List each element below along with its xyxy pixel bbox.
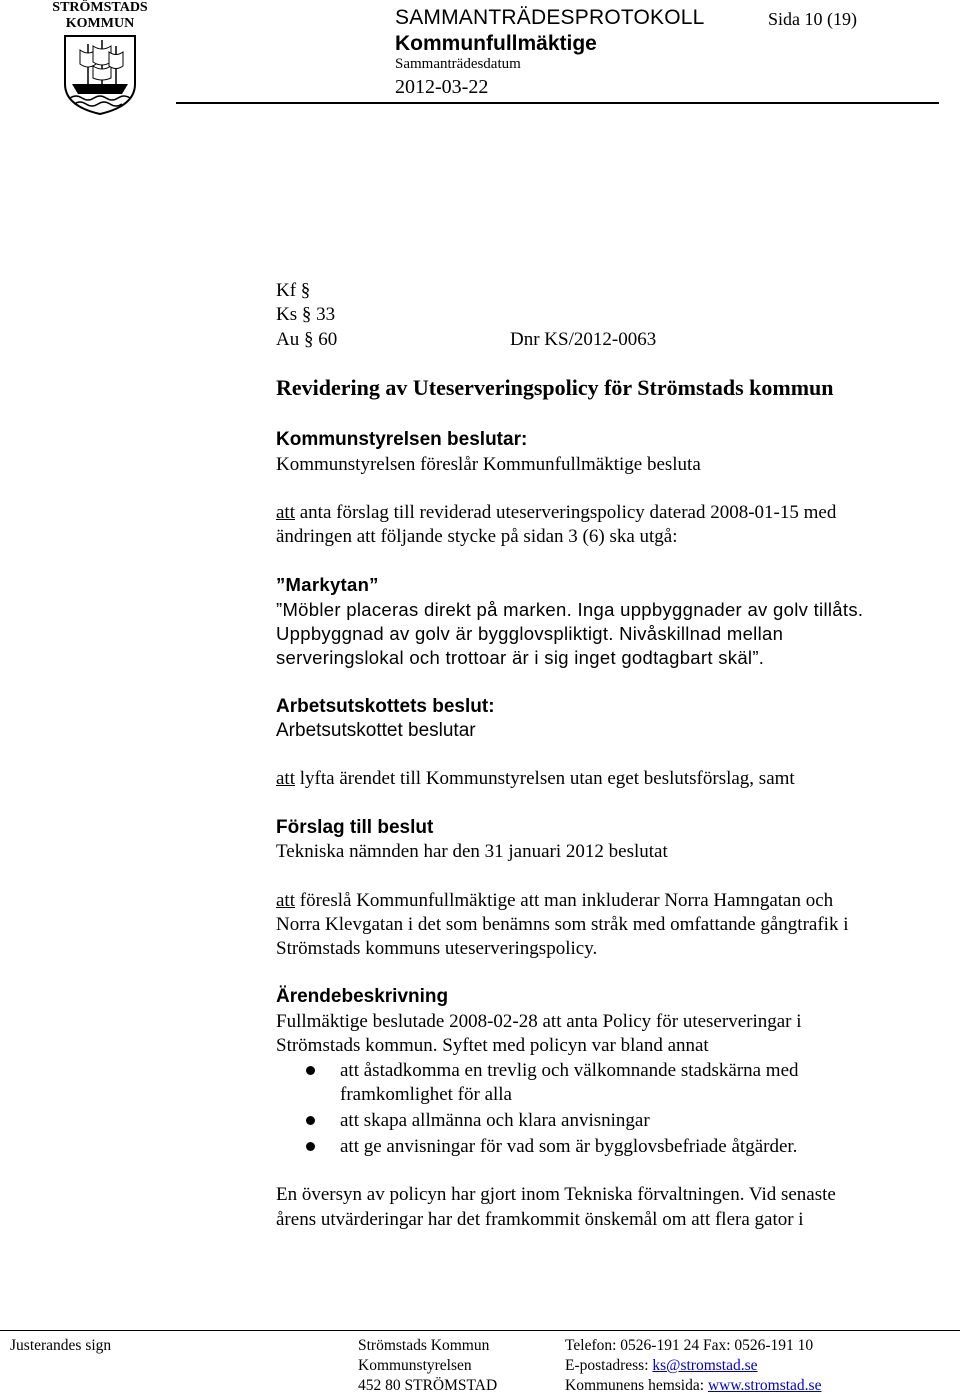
bullet-icon [306,1116,315,1125]
header-divider [176,102,939,104]
description-line-2: Strömstads kommun. Syftet med policyn var bland annat [276,1035,709,1056]
att-keyword: att [276,890,295,911]
committee-name: Kommunfullmäktige [395,32,597,55]
footer-address: 452 80 STRÖMSTAD [358,1377,498,1394]
ks-decision-paragraph-line2: ändringen att följande stycke på sidan 3 (6) ska utgå: [276,526,678,547]
document-type-title: SAMMANTRÄDESPROTOKOLL [395,6,705,29]
footer-department: Kommunstyrelsen [358,1357,472,1374]
quoted-line-3: serveringslokal och trottoar är i sig inget godtagbart skäl”. [276,647,765,668]
proposal-paragraph-line2: Norra Klevgatan i det som benämns som stråk med omfattande gångtrafik i [276,914,849,935]
ship-coat-of-arms-icon [62,34,138,116]
ref-ks: Ks § 33 [276,304,336,325]
meeting-date: 2012-03-22 [395,76,489,98]
proposal-paragraph-line3: Strömstads kommuns uteserveringspolicy. [276,938,598,959]
footer-phone-fax: Telefon: 0526-191 24 Fax: 0526-191 10 [565,1337,814,1354]
description-end-line-1: En översyn av policyn har gjort inom Tekniska förvaltningen. Vid senaste [276,1184,836,1205]
description-heading: Ärendebeskrivning [276,986,449,1007]
au-decision-line: Arbetsutskottet beslutar [276,720,476,741]
au-decision-paragraph: att lyfta ärendet till Kommunstyrelsen utan eget beslutsförslag, samt [276,768,795,789]
ks-decision-heading: Kommunstyrelsen beslutar: [276,429,528,450]
website-link[interactable]: www.stromstad.se [707,1377,822,1394]
ref-au: Au § 60 [276,329,338,350]
description-line-1: Fullmäktige beslutade 2008-02-28 att anta Policy för uteserveringar i [276,1011,802,1032]
footer-divider [0,1330,960,1331]
au-decision-heading: Arbetsutskottets beslut: [276,696,495,717]
quoted-heading: ”Markytan” [276,574,379,595]
proposal-line: Tekniska nämnden har den 31 januari 2012 beslutat [276,841,668,862]
signature-label: Justerandes sign [10,1337,112,1354]
proposal-heading: Förslag till beslut [276,817,434,838]
org-name-line1: STRÖMSTADS [52,0,148,15]
description-end-line-2: årens utvärderingar har det framkommit önskemål om att flera gator i [276,1209,804,1230]
bullet-item-1: att åstadkomma en trevlig och välkomnande stadskärna med [340,1060,799,1081]
att-keyword: att [276,768,295,789]
bullet-item-3: att ge anvisningar för vad som är bygglovsbefriade åtgärder. [340,1136,798,1157]
ks-decision-line: Kommunstyrelsen föreslår Kommunfullmäktige besluta [276,454,701,475]
org-name-line2: KOMMUN [65,16,135,31]
quoted-line-1: ”Möbler placeras direkt på marken. Inga uppbyggnader av golv tillåts. [276,599,864,620]
diary-number: Dnr KS/2012-0063 [510,329,657,350]
quoted-line-2: Uppbyggnad av golv är bygglovspliktigt. Nivåskillnad mellan [276,623,784,644]
footer-org: Strömstads Kommun [358,1337,490,1354]
ks-decision-paragraph: att anta förslag till reviderad uteserveringspolicy daterad 2008-01-15 med [276,502,837,523]
footer-email: E-postadress: ks@stromstad.se [565,1357,758,1374]
footer-website: Kommunens hemsida: www.stromstad.se [565,1377,822,1394]
bullet-item-2: att skapa allmänna och klara anvisningar [340,1110,650,1131]
ref-kf: Kf § [276,280,311,301]
page-number: Sida 10 (19) [768,9,857,29]
proposal-paragraph: att föreslå Kommunfullmäktige att man inkluderar Norra Hamngatan och [276,890,834,911]
case-title: Revidering av Uteserveringspolicy för Strömstads kommun [276,375,834,400]
bullet-icon [306,1066,315,1075]
bullet-item-1-continued: framkomlighet för alla [340,1084,512,1105]
email-link[interactable]: ks@stromstad.se [652,1357,758,1374]
meeting-date-label: Sammanträdesdatum [395,56,521,72]
att-keyword: att [276,502,295,523]
bullet-icon [306,1142,315,1151]
